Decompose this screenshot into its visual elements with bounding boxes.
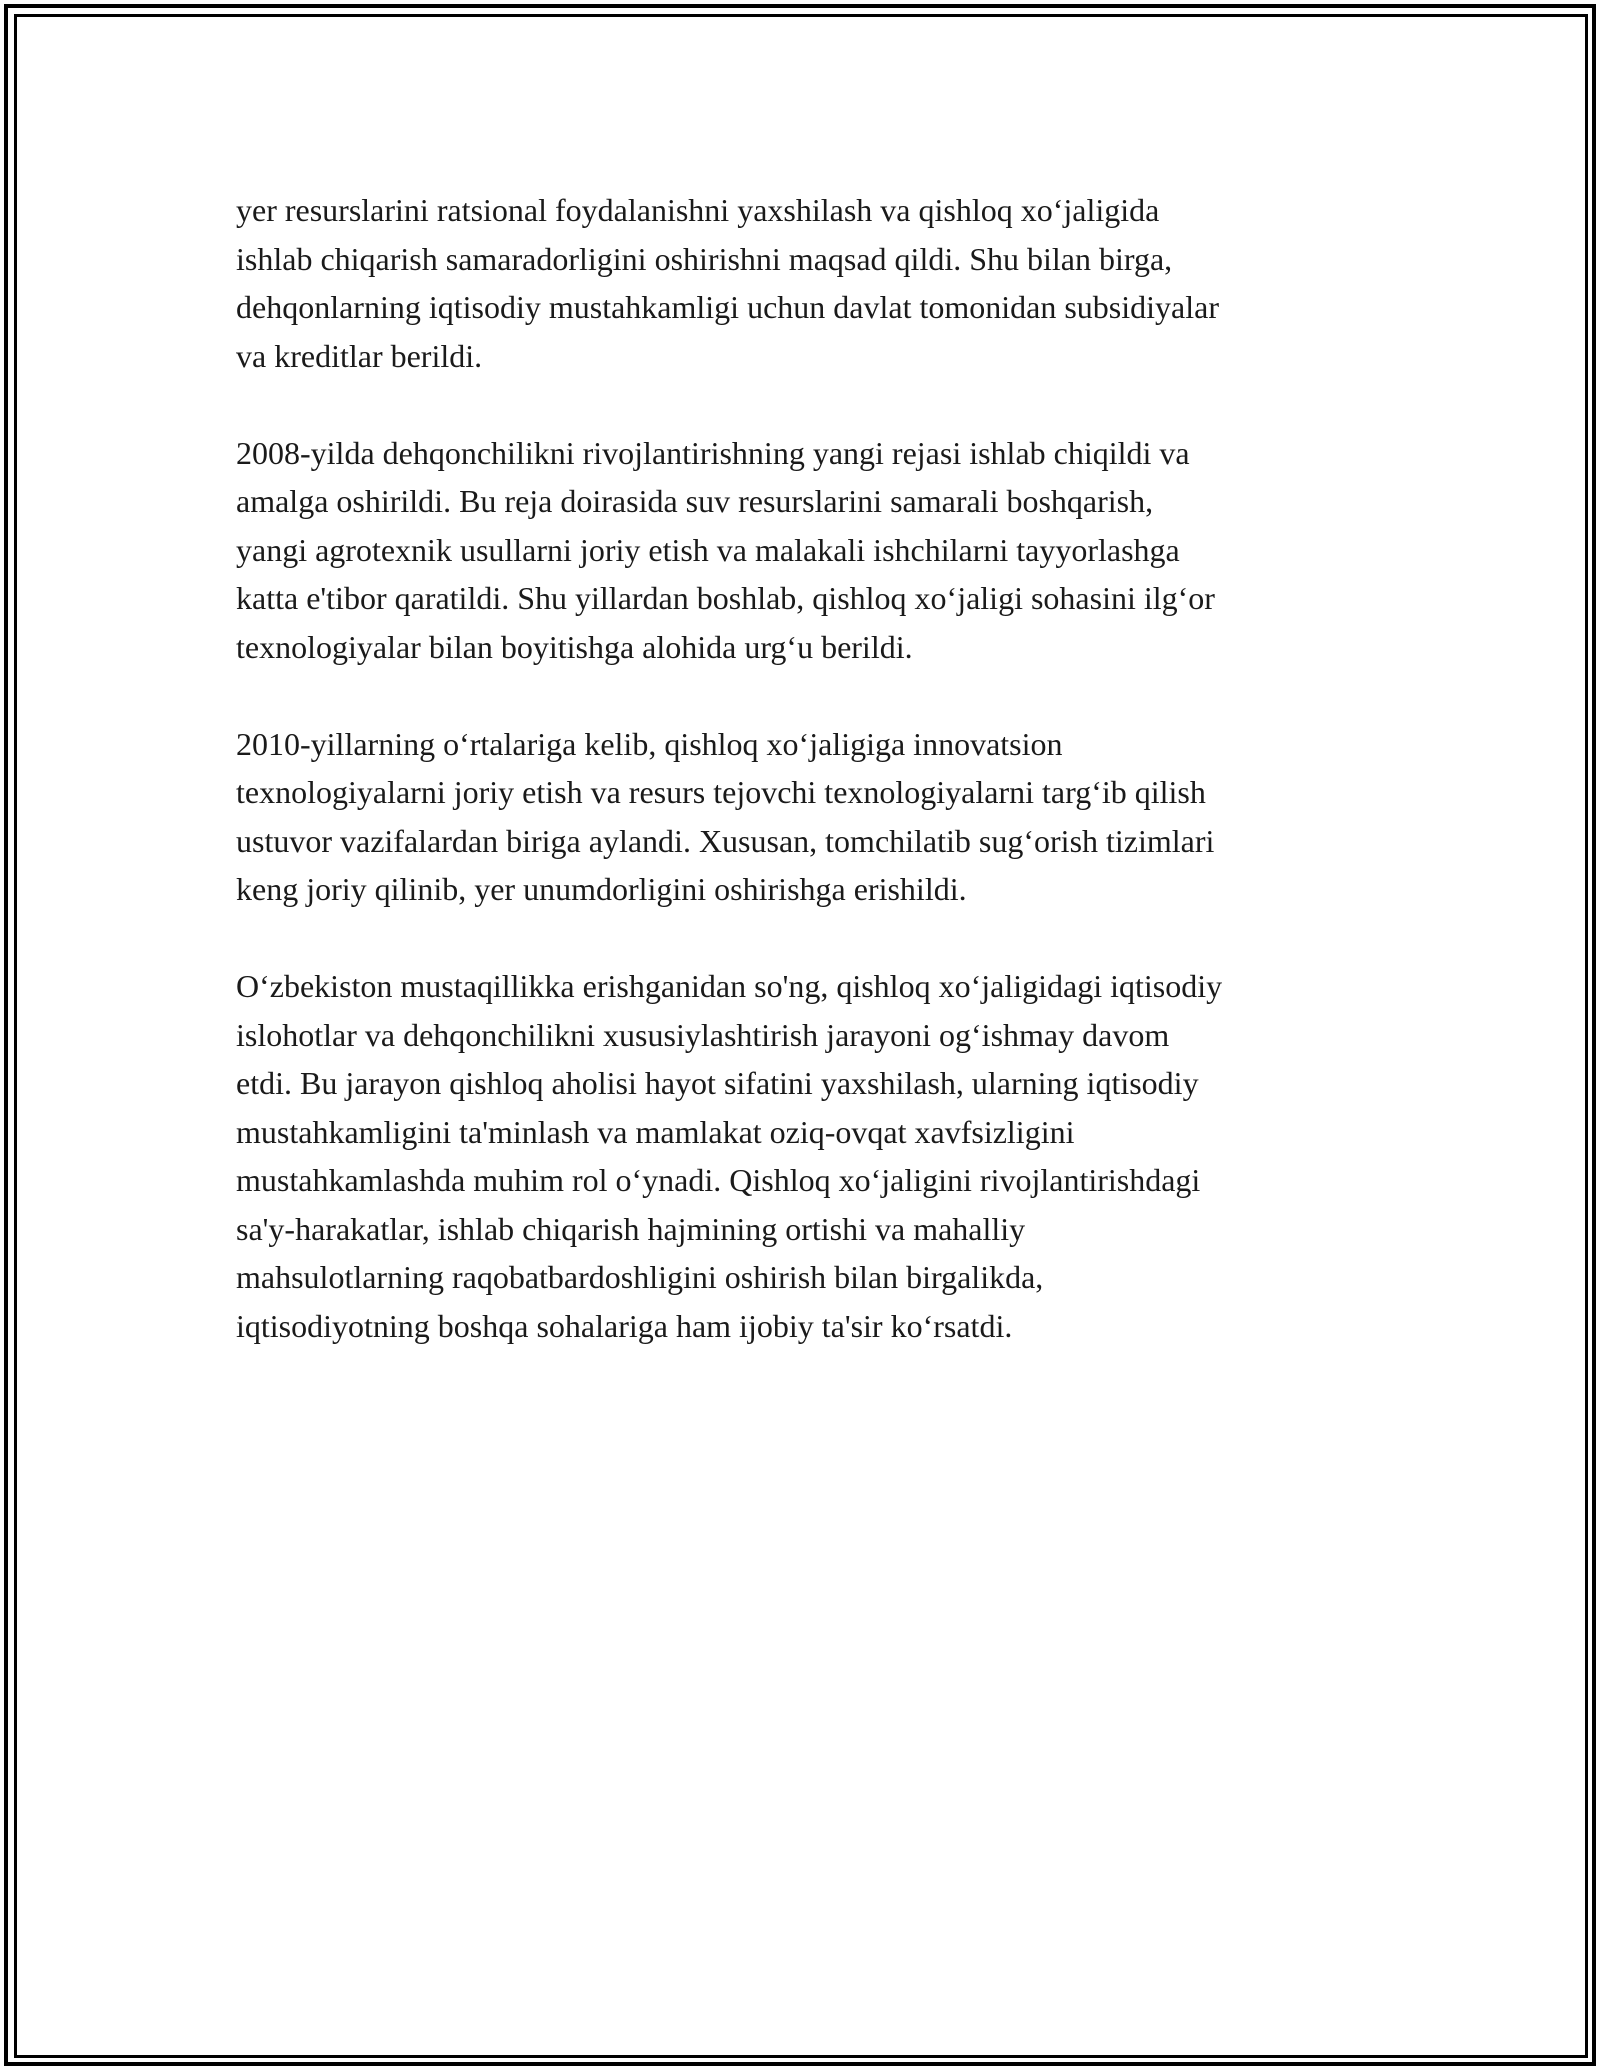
paragraph-4: O‘zbekiston mustaqillikka erishganidan so'ng, qishloq xo‘jaligidagi iqtisodiy islohotlar va dehqonchilikni xususiylashtirish jarayoni og‘ishmay davom etdi. Bu jarayon qishloq aholisi hayot sifatini yaxshilash, ularning iqtisodiy mustahkamligini ta'minlash va mamlakat oziq-ovqat xavfsizligini mustahkamlashda muhim rol o‘ynadi. Qishloq xo‘jaligini rivojlantirishdagi sa'y-harakatlar, ishlab chiqarish hajmining ortishi va mahalliy mahsulotlarning raqobatbardoshligini oshirish bilan birgalikda, iqtisodiyotning boshqa sohalariga ham ijobiy ta'sir ko‘rsatdi. [236,968,1223,1344]
paragraph-1: yer resurslarini ratsional foydalanishni yaxshilash va qishloq xo‘jaligida ishlab chiqarish samaradorligini oshirishni maqsad qildi. Shu bilan birga, dehqonlarning iqtisodiy mustahkamligi uchun davlat tomonidan subsidiyalar va kreditlar berildi. [236,192,1219,374]
document-body [236,186,1381,1399]
paragraph-2: 2008-yilda dehqonchilikni rivojlantirishning yangi rejasi ishlab chiqildi va amalga oshirildi. Bu reja doirasida suv resurslarini samarali boshqarish, yangi agrotexnik usullarni joriy etish va malakali ishchilarni tayyorlashga katta e'tibor qaratildi. Shu yillardan boshlab, qishloq xo‘jaligi sohasini ilg‘or texnologiyalar bilan boyitishga alohida urg‘u berildi. [236,434,1215,665]
paragraph-3: 2010-yillarning o‘rtalariga kelib, qishloq xo‘jaligiga innovatsion texnologiyalarni joriy etish va resurs tejovchi texnologiyalarni targ‘ib qilish ustuvor vazifalardan biriga aylandi. Xususan, tomchilatib sug‘orish tizimlari keng joriy qilinib, yer unumdorligini oshirishga erishildi. [236,725,1215,907]
